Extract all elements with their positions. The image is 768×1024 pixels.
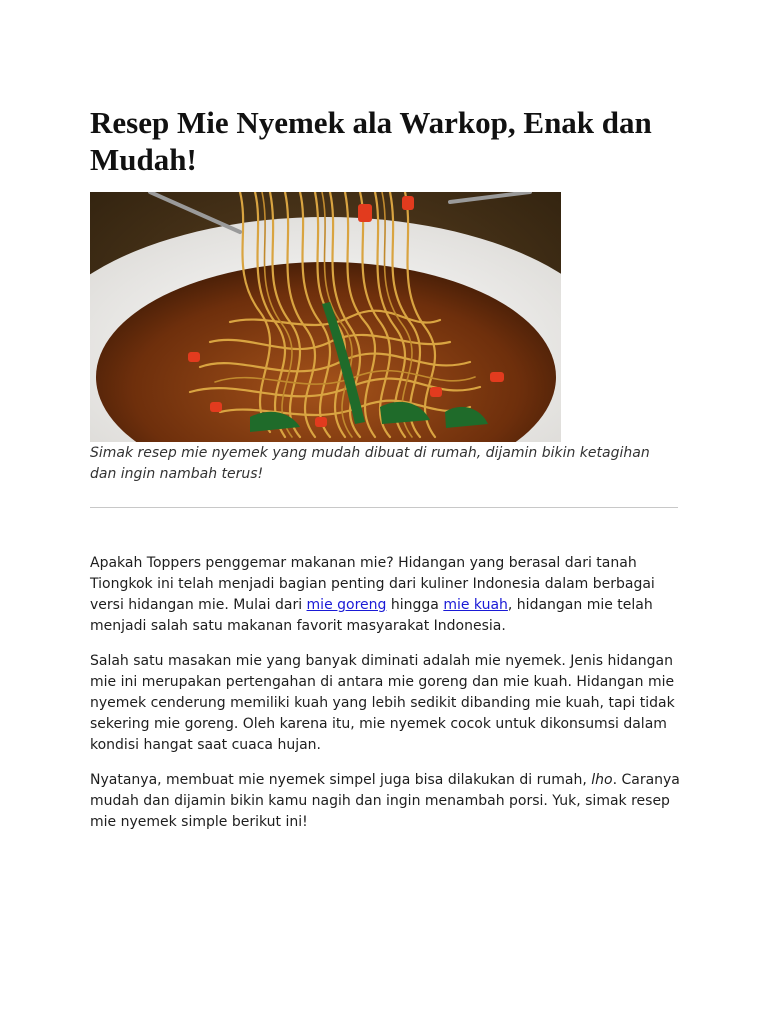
paragraph-intro-text-2: hingga	[386, 597, 444, 613]
paragraph-intro-text-3: , hidangan mie telah menjadi salah satu makanan favorit masyarakat Indonesia.	[90, 597, 653, 634]
image-caption: Simak resep mie nyemek yang mudah dibuat di rumah, dijamin bikin ketagihan dan ingin nambah terus!	[90, 445, 650, 482]
paragraph-closing-text-2: . Caranya mudah dan dijamin bikin kamu nagih dan ingin menambah porsi. Yuk, simak resep mie nyemek simple berikut ini!	[90, 772, 680, 830]
article-title: Resep Mie Nyemek ala Warkop, Enak dan Mudah!	[90, 105, 652, 177]
paragraph-closing-emphasis: lho	[591, 772, 613, 788]
noodle-bowl-illustration	[90, 192, 561, 442]
paragraph-intro-text-1: Apakah Toppers penggemar makanan mie? Hidangan yang berasal dari tanah Tiongkok ini telah menjadi bagian penting dari kuliner Indonesia dalam berbagai versi hidangan mie. Mulai dari	[90, 555, 655, 613]
paragraph-closing-text-1: Nyatanya, membuat mie nyemek simpel juga bisa dilakukan di rumah,	[90, 772, 592, 788]
hero-image	[90, 192, 561, 442]
section-divider	[90, 507, 678, 508]
paragraph-intro	[90, 553, 680, 637]
paragraph-closing	[90, 770, 680, 833]
link-mie-goreng[interactable]: mie goreng	[306, 597, 387, 613]
link-mie-kuah[interactable]: mie kuah	[443, 597, 508, 613]
article-body	[90, 553, 680, 847]
paragraph-description: Salah satu masakan mie yang banyak diminati adalah mie nyemek. Jenis hidangan mie ini merupakan pertengahan di antara mie goreng dan mie kuah. Hidangan mie nyemek cenderung memiliki kuah yang lebih sedikit dibanding mie kuah, tapi tidak sekering mie goreng. Oleh karena itu, mie nyemek cocok untuk dikonsumsi dalam kondisi hangat saat cuaca hujan.	[90, 653, 675, 753]
